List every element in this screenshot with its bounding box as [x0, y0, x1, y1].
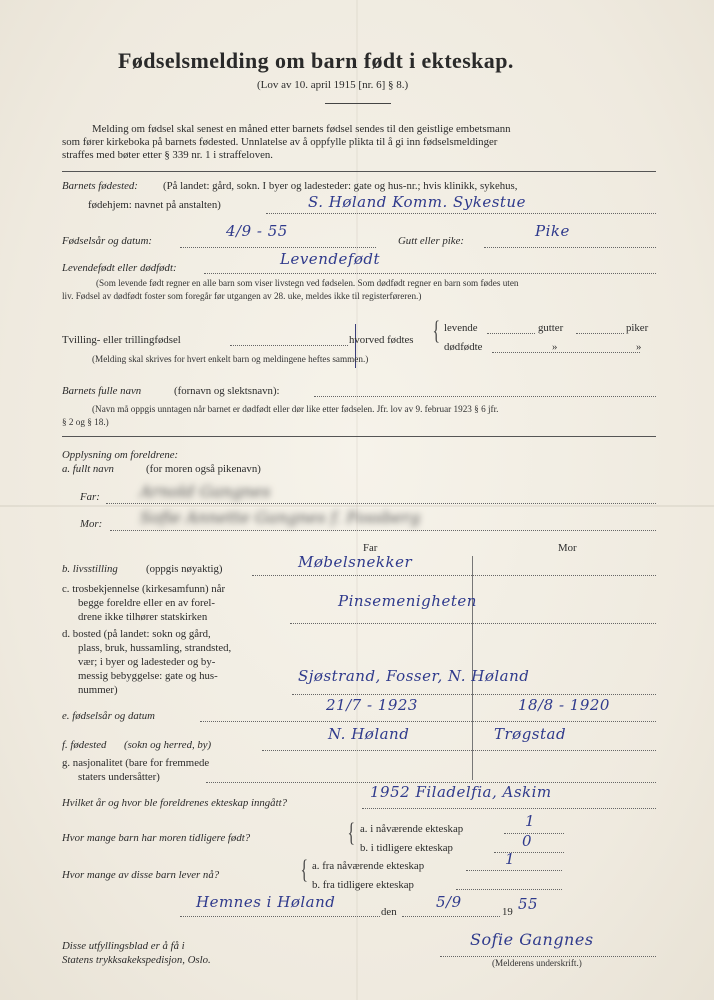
tvilling-note: (Melding skal skrives for hvert enkelt barn og meldingene heftes sammen.) [92, 354, 369, 364]
d-value: Sjøstrand, Fosser, N. Høland [298, 667, 530, 685]
col-far-header: Far [363, 542, 378, 554]
b-label: b. livsstilling [62, 563, 118, 575]
mor-name-redacted: Sofie Annette Gangnes f. Fossberg [140, 508, 421, 527]
title-divider [325, 103, 391, 104]
tidligere-b: b. i tidligere ekteskap [360, 842, 453, 854]
section-divider [62, 436, 656, 437]
ekteskap-value: 1952 Filadelfia, Askim [370, 783, 552, 801]
d-line-5: nummer) [78, 684, 118, 696]
tvilling-levende: levende [444, 322, 478, 334]
d-line-3: vær; i byer og ladesteder og by- [78, 656, 216, 668]
far-name-redacted: Arnold Gangnes [140, 482, 271, 501]
f-far-value: N. Høland [328, 725, 410, 743]
e-line [200, 721, 656, 722]
c-value: Pinsemenigheten [338, 592, 477, 610]
den-label: den [381, 906, 397, 918]
d-line-2: plass, bruk, hussamling, strandsted, [78, 642, 232, 654]
levende-note-1: (Som levende født regner en alle barn som viser livstegn ved fødselen. Som dødfødt regner en barn som fødes uten [96, 278, 519, 288]
fodselsar-value: 4/9 - 55 [226, 222, 288, 240]
levende-note-2: liv. Fødsel av dødfødt foster som foregår før utgangen av 28. uke, meldes ikke til registerføreren.) [62, 291, 422, 301]
intro-line-1: Melding om fødsel skal senest en måned etter barnets fødsel sendes til den geistlige embetsmann [92, 123, 511, 135]
c-value-line [290, 623, 656, 624]
f-mor-value: Trøgstad [494, 725, 567, 743]
levende-label: Levendefødt eller dødfødt: [62, 262, 177, 274]
section-divider [62, 171, 656, 172]
lever-b: b. fra tidligere ekteskap [312, 879, 414, 891]
year-prefix: 19 [502, 906, 513, 918]
foreldre-a-hint: (for moren også pikenavn) [146, 463, 261, 475]
tidligere-brace: { [347, 818, 355, 847]
signature-line [440, 956, 656, 957]
c-line-1: c. trosbekjennelse (kirkesamfunn) når [62, 583, 226, 595]
fodested-line [266, 213, 656, 214]
fodested-hint-1: (På landet: gård, sokn. I byer og ladesteder: gate og hus-nr.; hvis klinikk, sykehus, [163, 180, 518, 192]
fullt-navn-line [314, 396, 656, 397]
e-mor-value: 18/8 - 1920 [518, 696, 610, 714]
kjonn-line [484, 247, 656, 248]
fold-line [356, 0, 358, 1000]
fullt-navn-label: Barnets fulle navn [62, 385, 142, 397]
lever-brace: { [300, 855, 308, 884]
fullt-navn-note-2: § 2 og § 18.) [62, 417, 109, 427]
lever-b-line [456, 889, 562, 890]
form-subtitle: (Lov av 10. april 1915 [nr. 6] § 8.) [257, 79, 409, 91]
lever-a-line [466, 870, 562, 871]
far-label: Far: [80, 491, 100, 503]
kjonn-label: Gutt eller pike: [398, 235, 464, 247]
far-line [106, 503, 656, 504]
signature: Sofie Gangnes [470, 930, 594, 949]
tvilling-dodfodte: dødfødte [444, 341, 483, 353]
tidligere-a-value: 1 [525, 812, 536, 830]
place-value: Hemnes i Høland [196, 893, 336, 911]
col-mor-header: Mor [558, 542, 577, 554]
fullt-navn-hint: (fornavn og slektsnavn): [174, 385, 280, 397]
levende-value: Levendefødt [280, 250, 381, 268]
kjonn-value: Pike [535, 222, 570, 240]
e-label: e. fødselsår og datum [62, 710, 155, 722]
fodselsar-line [180, 247, 376, 248]
footer-line-2: Statens trykksakekspedisjon, Oslo. [62, 954, 211, 966]
b-line [252, 575, 656, 576]
mor-label: Mor: [80, 518, 103, 530]
tvilling-brace: { [432, 316, 440, 345]
foreldre-a-label: a. fullt navn [62, 463, 114, 475]
c-line-3: drene ikke tilhører statskirken [78, 611, 208, 623]
fullt-navn-note-1: (Navn må oppgis unntagen når barnet er dødfødt eller dør like etter fødselen. Jfr. lov av 9. februar 1923 § 6 jfr. [92, 404, 499, 414]
year-value: 55 [518, 895, 539, 913]
intro-line-3: straffes med bøter etter § 339 nr. 1 i straffeloven. [62, 149, 273, 161]
c-line-2: begge foreldre eller en av forel- [78, 597, 215, 609]
levende-gutter-line [487, 333, 535, 334]
f-line [262, 750, 656, 751]
place-line [180, 916, 380, 917]
ekteskap-label: Hvilket år og hvor ble foreldrenes ekteskap inngått? [62, 797, 287, 809]
tvilling-line [230, 345, 348, 346]
f-label: f. fødested [62, 739, 107, 751]
tidligere-a: a. i nåværende ekteskap [360, 823, 464, 835]
fodested-label: Barnets fødested: [62, 180, 138, 192]
tvilling-piker: piker [626, 322, 649, 334]
mor-line [110, 530, 656, 531]
g-line-2: staters undersåtter) [78, 771, 160, 783]
form-title: Fødselsmelding om barn født i ekteskap. [118, 48, 514, 73]
lever-a-value: 1 [505, 850, 516, 868]
g-line-1: g. nasjonalitet (bare for fremmede [62, 757, 210, 769]
ekteskap-line [362, 808, 656, 809]
fodselsar-label: Fødselsår og datum: [62, 235, 152, 247]
d-value-line [292, 694, 656, 695]
lever-label: Hvor mange av disse barn lever nå? [62, 869, 220, 881]
tidligere-label: Hvor mange barn har moren tidligere født? [62, 832, 251, 844]
lever-a: a. fra nåværende ekteskap [312, 860, 425, 872]
d-line-4: messig bebyggelse: gate og hus- [78, 670, 218, 682]
b-far-value: Møbelsnekker [298, 553, 413, 571]
date-line [402, 916, 500, 917]
intro-line-2: som fører kirkeboka på barnets fødested. Unnlatelse av å oppfylle plikta til å gi inn fødselsmeldinger [62, 136, 498, 148]
e-far-value: 21/7 - 1923 [326, 696, 418, 714]
foreldre-heading: Opplysning om foreldrene: [62, 449, 179, 461]
f-hint: (sokn og herred, by) [124, 739, 212, 751]
fodested-value: S. Høland Komm. Sykestue [308, 193, 526, 211]
dodfodte-line [492, 352, 640, 353]
tvilling-hvorved: hvorved fødtes [349, 334, 414, 346]
tvilling-ditto-2: » [636, 341, 642, 353]
levende-line [204, 273, 656, 274]
tidligere-a-line [504, 833, 564, 834]
signature-caption: (Melderens underskrift.) [492, 958, 582, 968]
tvilling-label: Tvilling- eller trillingfødsel [62, 334, 181, 346]
fodested-hint-2: fødehjem: navnet på anstalten) [88, 199, 221, 211]
levende-piker-line [576, 333, 624, 334]
d-line-1: d. bosted (på landet: sokn og gård, [62, 628, 211, 640]
date-value: 5/9 [436, 893, 462, 911]
b-hint: (oppgis nøyaktig) [146, 563, 223, 575]
footer-line-1: Disse utfyllingsblad er å få i [62, 940, 185, 952]
tidligere-b-value: 0 [522, 832, 533, 850]
tvilling-gutter: gutter [538, 322, 564, 334]
tvilling-ditto-1: » [552, 341, 558, 353]
